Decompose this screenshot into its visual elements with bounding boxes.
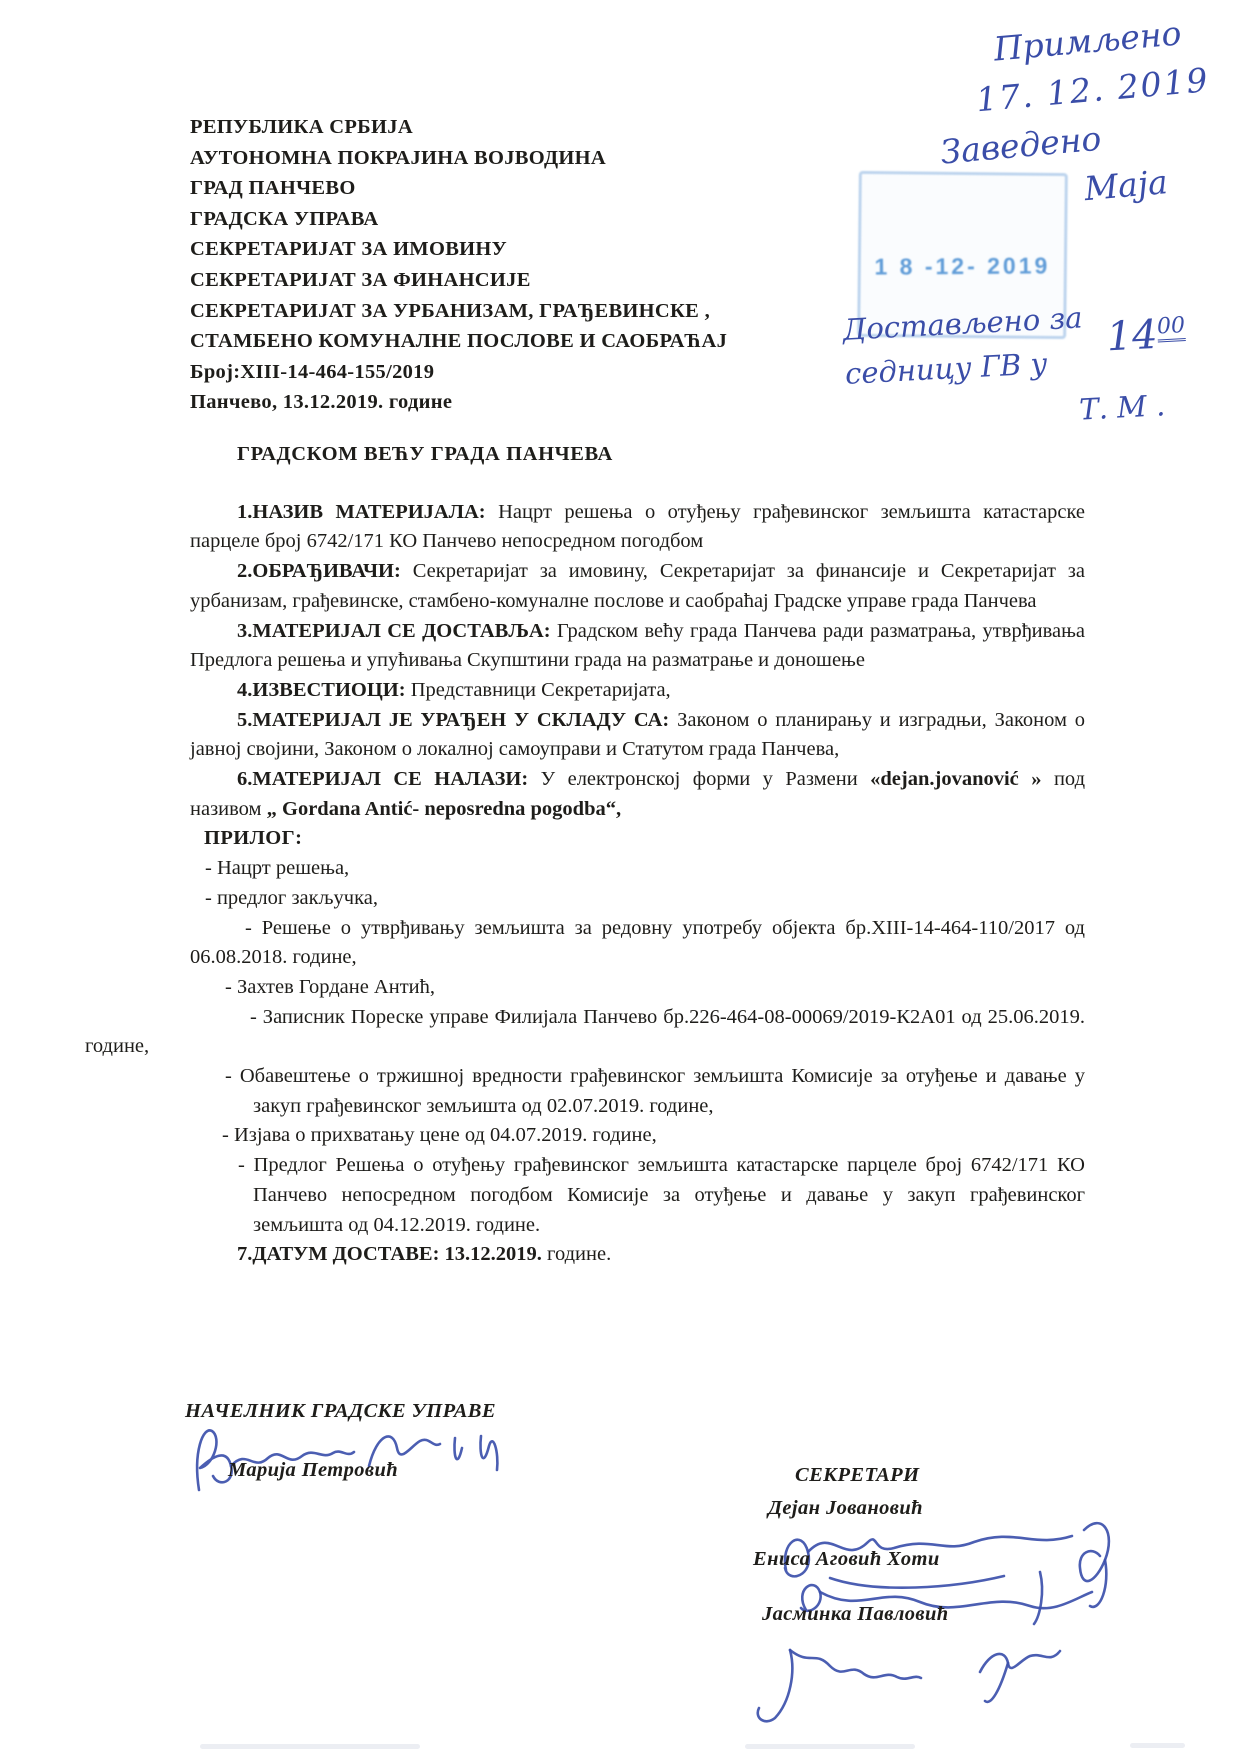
paragraph-izvestioci-text: Представници Секретаријата, [405, 678, 671, 701]
letterhead-line-city: ГРАД ПАНЧЕВО [190, 177, 356, 200]
secretaries-title: СЕКРЕТАРИ [795, 1464, 920, 1486]
attachment-item-zahtev: - Захтев Гордане Антић, [225, 975, 436, 998]
paragraph-izvestioci [190, 676, 1085, 706]
paragraph-dostavlja [190, 617, 1085, 676]
paragraph-nalazi-filename: „ Gordana Antić- neposredna pogodba“, [266, 797, 622, 820]
paragraph-nalazi [190, 765, 1085, 824]
letterhead-line-republic: РЕПУБЛИКА СРБИЈА [190, 116, 413, 138]
attachment-item-obavestenje: - Обавештење о тржишној вредности грађевинског земљишта Комисије за отуђење и давање у закуп грађевинског земљишта од 02.07.2019. године, [225, 1065, 1085, 1117]
chief-name: Марија Петровић [228, 1459, 399, 1481]
received-word: Примљено [992, 13, 1183, 69]
attachment-item-nacrt: - Нацрт решења, [205, 857, 350, 880]
signature-jasminka-pavlovic [748, 1632, 1083, 1730]
delivery-date-line [237, 1240, 1085, 1270]
delivery-date-label: 7.ДАТУМ ДОСТАВЕ: 13.12.2019. [237, 1243, 542, 1266]
doc-number-line: Број:XIII-14-464-155/2019 [190, 360, 435, 383]
chief-title: НАЧЕЛНИК ГРАДСКЕ УПРАВЕ [185, 1400, 496, 1422]
paragraph-skladu-sa-label: 5.МАТЕРИЈАЛ ЈЕ УРАЂЕН У СКЛАДУ СА: [237, 708, 670, 731]
attachment-item-resenje: - Решење о утврђивању земљишта за редовну употребу објекта бр.XIII-14-464-110/2017 од 06.08.2018. године, [190, 916, 1085, 969]
doc-place-date-line: Панчево, 13.12.2019. године [190, 391, 453, 414]
attachment-item-zapisnik: - Записник Пореске управе Филијала Панчево бр.226-464-08-00069/2019-К2А01 од 25.06.2019. године, [85, 1005, 1085, 1058]
delivered-line1: Достављено за [841, 300, 1084, 347]
letterhead-line-secretariat-finance: СЕКРЕТАРИЈАТ ЗА ФИНАНСИЈЕ [190, 268, 531, 291]
attachment-item-predlog-resenja: - Предлог Решења о отуђењу грађевинског земљишта катастарске парцеле број 6742/171 КО Панчево непосредном погодбом Комисије за отуђење и давање у закуп грађевинског земљишта од 04.12.2019. године. [238, 1154, 1085, 1236]
letterhead-line-secretariat-urbanism2: СТАМБЕНО КОМУНАЛНЕ ПОСЛОВЕ И САОБРАЋАЈ [190, 330, 728, 353]
paragraph-nalazi-label: 6.МАТЕРИЈАЛ СЕ НАЛАЗИ: [237, 768, 529, 791]
scan-smudge [1130, 1743, 1185, 1748]
paragraph-naziv-label: 1.НАЗИВ МАТЕРИЈАЛА: [237, 500, 486, 523]
document-body [85, 440, 1086, 1270]
letterhead-line-secretariat-urbanism: СЕКРЕТАРИЈАТ ЗА УРБАНИЗАМ, ГРАЂЕВИНСКЕ , [190, 299, 711, 322]
paragraph-skladu-sa [190, 706, 1085, 765]
received-date: 17. 12. 2019 [974, 60, 1211, 120]
attachments-heading: ПРИЛОГ: [204, 827, 303, 850]
paragraph-izvestioci-label: 4.ИЗВЕСТИОЦИ: [237, 678, 406, 701]
secretary-name-dejan: Дејан Јовановић [768, 1497, 923, 1519]
paragraph-obradjivaci-text: Секретаријат за имовину, Секретаријат за финансије и Секретаријат за урбанизам, грађевинске, стамбено-комуналне послове и саобраћај Градске управе града Панчева [190, 560, 1085, 612]
recipient-line: ГРАДСКОМ ВЕЋУ ГРАДА ПАНЧЕВА [237, 443, 613, 465]
attachment-item-izjava: - Изјава о прихватању цене од 04.07.2019. године, [222, 1124, 657, 1147]
paragraph-dostavlja-label: 3.МАТЕРИЈАЛ СЕ ДОСТАВЉА: [237, 619, 551, 642]
letterhead-line-province: АУТОНОМНА ПОКРАЈИНА ВОЈВОДИНА [190, 146, 607, 169]
paragraph-dostavlja-text: Градском већу града Панчева ради разматрања, утврђивања Предлога решења и упућивања Скупштини града на разматрање и доношење [190, 619, 1085, 672]
paragraph-skladu-sa-text: Законом о планирању и изградњи, Законом о јавној својини, Законом о локалној самоуправи и Статутом града Панчева, [190, 708, 1085, 761]
attachment-item-predlog-zakljucka: - предлог закључка, [205, 886, 378, 909]
paragraph-naziv-text: Нацрт решења о отуђењу грађевинског земљишта катастарске парцеле број 6742/171 КО Панчево непосредном погодбом [190, 500, 1086, 553]
paragraph-nalazi-mailbox: «dejan.jovanović » [870, 768, 1042, 791]
received-initials: Маја [1082, 162, 1170, 209]
secretary-name-jasminka: Јасминка Павловић [762, 1603, 949, 1625]
scan-smudge [745, 1744, 915, 1749]
secretary-name-enisa: Ениса Аговић Хоти [753, 1548, 940, 1570]
paragraph-nalazi-text2: под називом [190, 768, 1085, 820]
paragraph-obradjivaci-label: 2.ОБРАЂИВАЧИ: [237, 560, 401, 583]
delivered-line2: седницу ГВ у [844, 346, 1049, 391]
delivered-initials: Т. М . [1078, 388, 1166, 427]
letterhead-line-admin: ГРАДСКА УПРАВА [190, 207, 379, 230]
registered-word: Заведено [938, 118, 1103, 172]
paragraph-naziv [190, 498, 1085, 557]
stamp-date-text: 1 8 -12- 2019 [874, 252, 1051, 280]
letterhead [190, 112, 727, 418]
paragraph-obradjivaci [190, 557, 1085, 616]
delivery-date-suffix: године. [541, 1243, 612, 1266]
delivered-time: $14^{00}$ [1105, 311, 1186, 361]
handwritten-delivered-note [841, 292, 1186, 444]
paragraph-nalazi-text1: У електронској форми у Размени [528, 768, 871, 791]
scan-smudge [200, 1744, 420, 1749]
letterhead-line-secretariat-property: СЕКРЕТАРИЈАТ ЗА ИМОВИНУ [190, 238, 508, 261]
